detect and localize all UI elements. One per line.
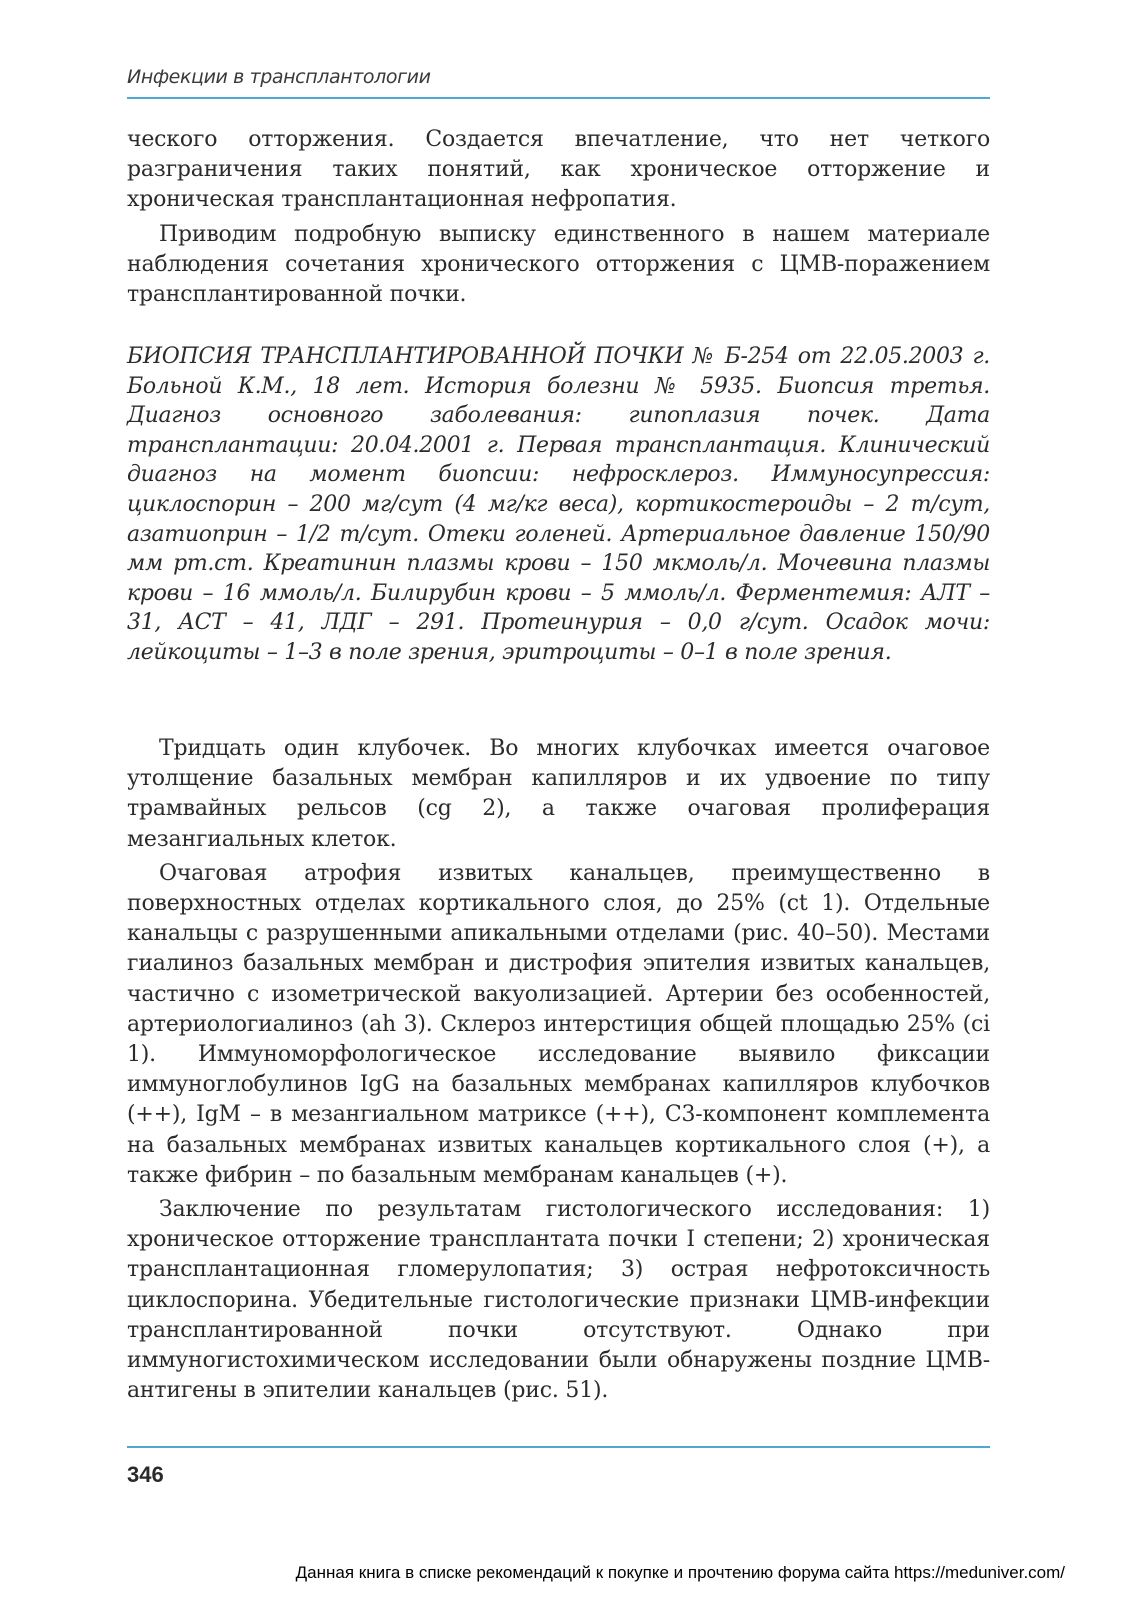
footer-note: Данная книга в списке рекомендаций к покупке и прочтению форума сайта https://meduniver.com/ xyxy=(295,1563,1065,1582)
body-text-after xyxy=(127,734,990,1406)
page-number: 346 xyxy=(127,1462,164,1487)
body-text-before xyxy=(127,125,990,310)
paragraph-intro: Приводим подробную выписку единственного в нашем материале наблюдения сочетания хронического отторжения с ЦМВ-поражением трансплантированной почки. xyxy=(127,221,990,308)
paragraph-glomeruli: Тридцать один клубочек. Во многих клубочках имеется очаговое утолщение базальных мембран капилляров и их удвоение по типу трамвайных рельсов (cg 2), а также очаговая пролиферация мезангиальных клеток. xyxy=(127,736,990,852)
paragraph-tubules: Очаговая атрофия извитых канальцев, преимущественно в поверхностных отделах кортикального слоя, до 25% (ct 1). Отдельные канальцы с разрушенными апикальными отделами (рис. 40–50). Местами гиалиноз базальных мембран и дистрофия эпителия извитых канальцев, частично с изометрической вакуолизацией. Артерии без особенностей, артериологиалиноз (ah 3). Склероз интерстиция общей площадью 25% (ci 1). Иммуноморфологическое исследование выявило фиксации иммуноглобулинов IgG на базальных мембранах капилляров клубочков (++), IgM – в мезангиальном матриксе (++), С3-компонент комплемента на базальных мембранах извитых канальцев кортикального слоя (+), а также фибрин – по базальным мембранам канальцев (+). xyxy=(127,860,990,1188)
running-header-title: Инфекции в трансплантологии xyxy=(127,66,431,88)
header-rule xyxy=(127,97,990,99)
biopsy-record-text: БИОПСИЯ ТРАНСПЛАНТИРОВАННОЙ ПОЧКИ № Б-254 от 22.05.2003 г. Больной К.М., 18 лет. История болезни № 5935. Биопсия третья. Диагноз основного заболевания: гипоплазия почек. Дата трансплантации: 20.04.2001 г. Первая трансплантация. Клинический диагноз на момент биопсии: нефросклероз. Иммуносупрессия: циклоспорин – 200 мг/сут (4 мг/кг веса), кортикостероиды – 2 т/сут, азатиоприн – 1/2 т/сут. Отеки голеней. Артериальное давление 150/90 мм рт.ст. Креатинин плазмы крови – 150 мкмоль/л. Мочевина плазмы крови – 16 ммоль/л. Билирубин крови – 5 ммоль/л. Ферментемия: АЛТ – 31, АСТ – 41, ЛДГ – 291. Протеинурия – 0,0 г/сут. Осадок мочи: лейкоциты – 1–3 в поле зрения, эритроциты – 0–1 в поле зрения. xyxy=(127,344,990,665)
footer-rule xyxy=(127,1446,990,1448)
paragraph-conclusion: Заключение по результатам гистологического исследования: 1) хроническое отторжение трансплантата почки I степени; 2) хроническая трансплантационная гломерулопатия; 3) острая нефротоксичность циклоспорина. Убедительные гистологические признаки ЦМВ-инфекции трансплантированной почки отсутствуют. Однако при иммуногистохимическом исследовании были обнаружены поздние ЦМВ-антигены в эпителии канальцев (рис. 51). xyxy=(127,1197,990,1404)
biopsy-record xyxy=(127,342,990,668)
paragraph-continuation: ческого отторжения. Создается впечатление, что нет четкого разграничения таких понятий, как хроническое отторжение и хроническая трансплантационная нефропатия. xyxy=(127,127,990,213)
